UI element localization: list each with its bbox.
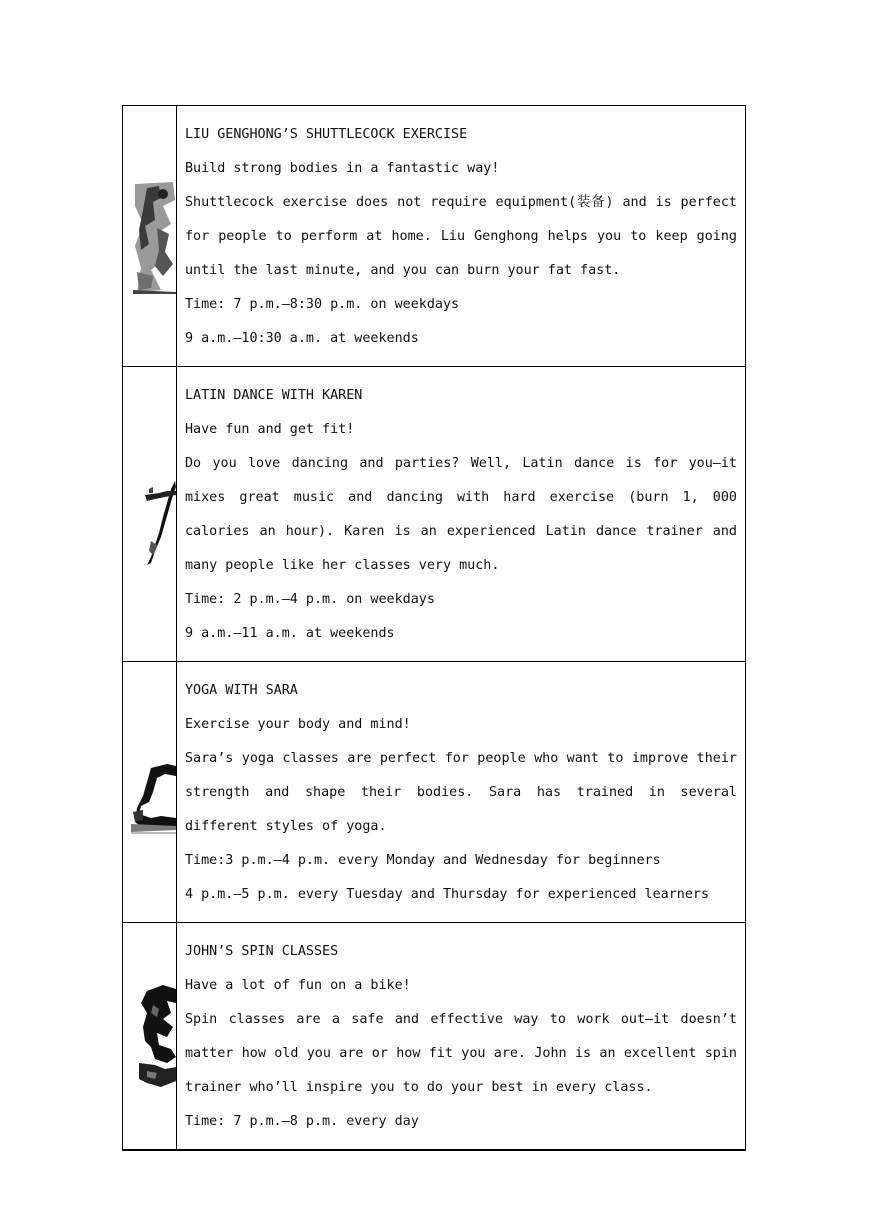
class-slogan: Have fun and get fit! bbox=[185, 422, 355, 437]
class-info-cell bbox=[177, 923, 746, 1151]
class-title: LATIN DANCE WITH KAREN bbox=[185, 388, 363, 403]
class-time: Time: 7 p.m.—8 p.m. every day bbox=[185, 1114, 419, 1129]
class-description: Sara’s yoga classes are perfect for people who want to improve their strength and shape their bodies. Sara has trained in several different styles of yoga. bbox=[185, 751, 737, 834]
class-title: YOGA WITH SARA bbox=[185, 683, 298, 698]
class-info-cell bbox=[177, 662, 746, 923]
class-description: Spin classes are a safe and effective way to work out—it doesn’t matter how old you are or how fit you are. John is an excellent spin trainer who’ll inspire you to do your best in every class. bbox=[185, 1012, 737, 1095]
class-title: JOHN’S SPIN CLASSES bbox=[185, 944, 339, 959]
photo-cell bbox=[123, 106, 177, 367]
class-description: Shuttlecock exercise does not require equipment(装备) and is perfect for people to perform at home. Liu Genghong helps you to keep going until the last minute, and you can burn your fat fast. bbox=[185, 195, 737, 278]
class-info-cell bbox=[177, 367, 746, 662]
class-slogan: Exercise your body and mind! bbox=[185, 717, 411, 732]
class-slogan: Build strong bodies in a fantastic way! bbox=[185, 161, 500, 176]
table-row bbox=[123, 367, 746, 662]
yoga-photo-icon bbox=[131, 762, 176, 834]
class-time: Time: 7 p.m.—8:30 p.m. on weekdays bbox=[185, 297, 460, 312]
class-time: Time:3 p.m.—4 p.m. every Monday and Wednesday for beginners bbox=[185, 853, 661, 868]
photo-cell bbox=[123, 662, 177, 923]
class-schedule-table bbox=[122, 105, 746, 1151]
class-title: LIU GENGHONG’S SHUTTLECOCK EXERCISE bbox=[185, 127, 468, 142]
photo-cell bbox=[123, 923, 177, 1151]
class-time-weekend: 9 a.m.—11 a.m. at weekends bbox=[185, 626, 395, 641]
table-row bbox=[123, 923, 746, 1151]
class-time: Time: 2 p.m.—4 p.m. on weekdays bbox=[185, 592, 435, 607]
class-time-weekend: 9 a.m.—10:30 a.m. at weekends bbox=[185, 331, 419, 346]
shuttlecock-exercise-photo-icon bbox=[133, 180, 176, 294]
class-info-cell bbox=[177, 106, 746, 367]
table-row bbox=[123, 662, 746, 923]
class-description: Do you love dancing and parties? Well, Latin dance is for you—it mixes great music and dancing with hard exercise (burn 1, 000 calories an hour). Karen is an experienced Latin dance trainer and many people like her classes very much. bbox=[185, 456, 737, 573]
spin-class-photo-icon bbox=[137, 983, 176, 1089]
class-time-experienced: 4 p.m.—5 p.m. every Tuesday and Thursday for experienced learners bbox=[185, 887, 710, 902]
photo-cell bbox=[123, 367, 177, 662]
class-slogan: Have a lot of fun on a bike! bbox=[185, 978, 411, 993]
latin-dance-photo-icon bbox=[145, 479, 176, 567]
table-row bbox=[123, 106, 746, 367]
